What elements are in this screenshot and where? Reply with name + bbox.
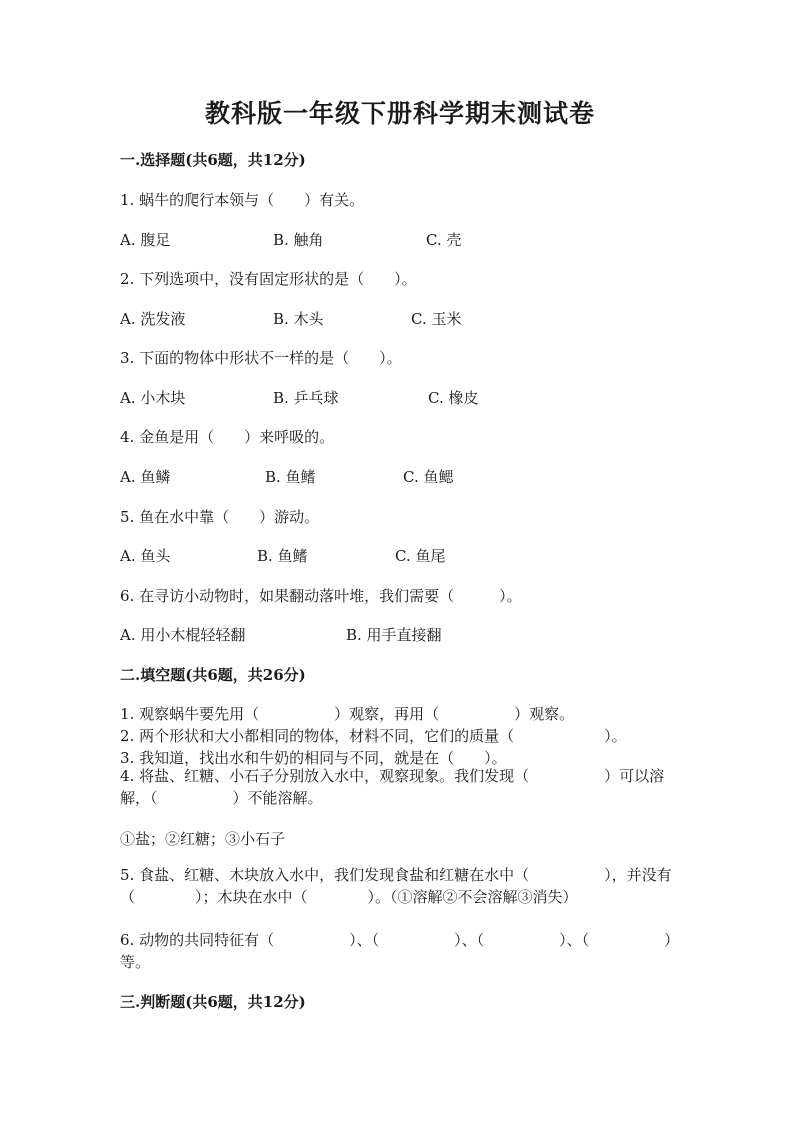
question-4-stem: 4. 金鱼是用（ ）来呼吸的。: [120, 428, 335, 446]
option-c[interactable]: C. 壳: [426, 231, 462, 249]
question-6-stem: 6. 在寻访小动物时，如果翻动落叶堆，我们需要（ ）。: [120, 587, 522, 605]
option-a[interactable]: A. 用小木棍轻轻翻: [120, 626, 246, 644]
option-b[interactable]: B. 鱼鳍: [257, 547, 308, 565]
option-b[interactable]: B. 触角: [273, 231, 324, 249]
question-1-stem: 1. 蜗牛的爬行本领与（ ）有关。: [120, 191, 365, 209]
question-3-stem: 3. 下面的物体中形状不一样的是（ ）。: [120, 349, 402, 367]
option-b[interactable]: B. 用手直接翻: [346, 626, 442, 644]
question-1-options: [120, 229, 680, 251]
question-4-options: [120, 466, 680, 488]
option-b[interactable]: B. 鱼鳍: [265, 468, 316, 486]
option-c[interactable]: C. 橡皮: [428, 389, 479, 407]
option-a[interactable]: A. 小木块: [120, 389, 186, 407]
page-title: 教科版一年级下册科学期末测试卷: [204, 99, 595, 128]
option-b[interactable]: B. 木头: [273, 310, 324, 328]
option-a[interactable]: A. 洗发液: [120, 310, 186, 328]
option-c[interactable]: C. 鱼鳃: [403, 468, 454, 486]
section-header-choice: 一.选择题(共6题，共12分): [120, 151, 306, 169]
question-2-options: [120, 308, 680, 330]
option-a[interactable]: A. 鱼头: [120, 547, 171, 565]
option-a[interactable]: A. 鱼鳞: [120, 468, 171, 486]
fill-question-1: 1. 观察蜗牛要先用（ ）观察，再用（ ）观察。: [120, 705, 575, 723]
question-6-options: [120, 624, 680, 646]
option-b[interactable]: B. 乒乓球: [273, 389, 339, 407]
fill-question-5: 5. 食盐、红糖、木块放入水中，我们发现食盐和红糖在水中（ ），并没有（ ）；木块在水中（ ）。（①溶解②不会溶解③消失）: [120, 866, 672, 906]
question-5-stem: 5. 鱼在水中靠（ ）游动。: [120, 508, 320, 526]
question-5-options: [120, 545, 680, 567]
fill-question-6: 6. 动物的共同特征有（ ）、（ ）、（ ）、（ ）等。: [120, 931, 680, 971]
fill-question-2: 2. 两个形状和大小都相同的物体，材料不同，它们的质量（ ）。: [120, 727, 627, 745]
fill-question-4-note: ①盐；②红糖；③小石子: [120, 830, 286, 848]
fill-question-3: 3. 我知道，找出水和牛奶的相同与不同，就是在（ ）。: [120, 749, 507, 767]
option-a[interactable]: A. 腹足: [120, 231, 171, 249]
section-header-true-false: 三.判断题(共6题，共12分): [120, 993, 306, 1011]
question-2-stem: 2. 下列选项中，没有固定形状的是（ ）。: [120, 270, 417, 288]
fill-question-4: 4. 将盐、红糖、小石子分别放入水中，观察现象。我们发现（ ）可以溶解，（ ）不能溶解。: [120, 767, 665, 807]
question-3-options: [120, 387, 680, 409]
option-c[interactable]: C. 鱼尾: [395, 547, 446, 565]
option-c[interactable]: C. 玉米: [411, 310, 462, 328]
section-header-fill-blank: 二.填空题(共6题，共26分): [120, 666, 306, 684]
